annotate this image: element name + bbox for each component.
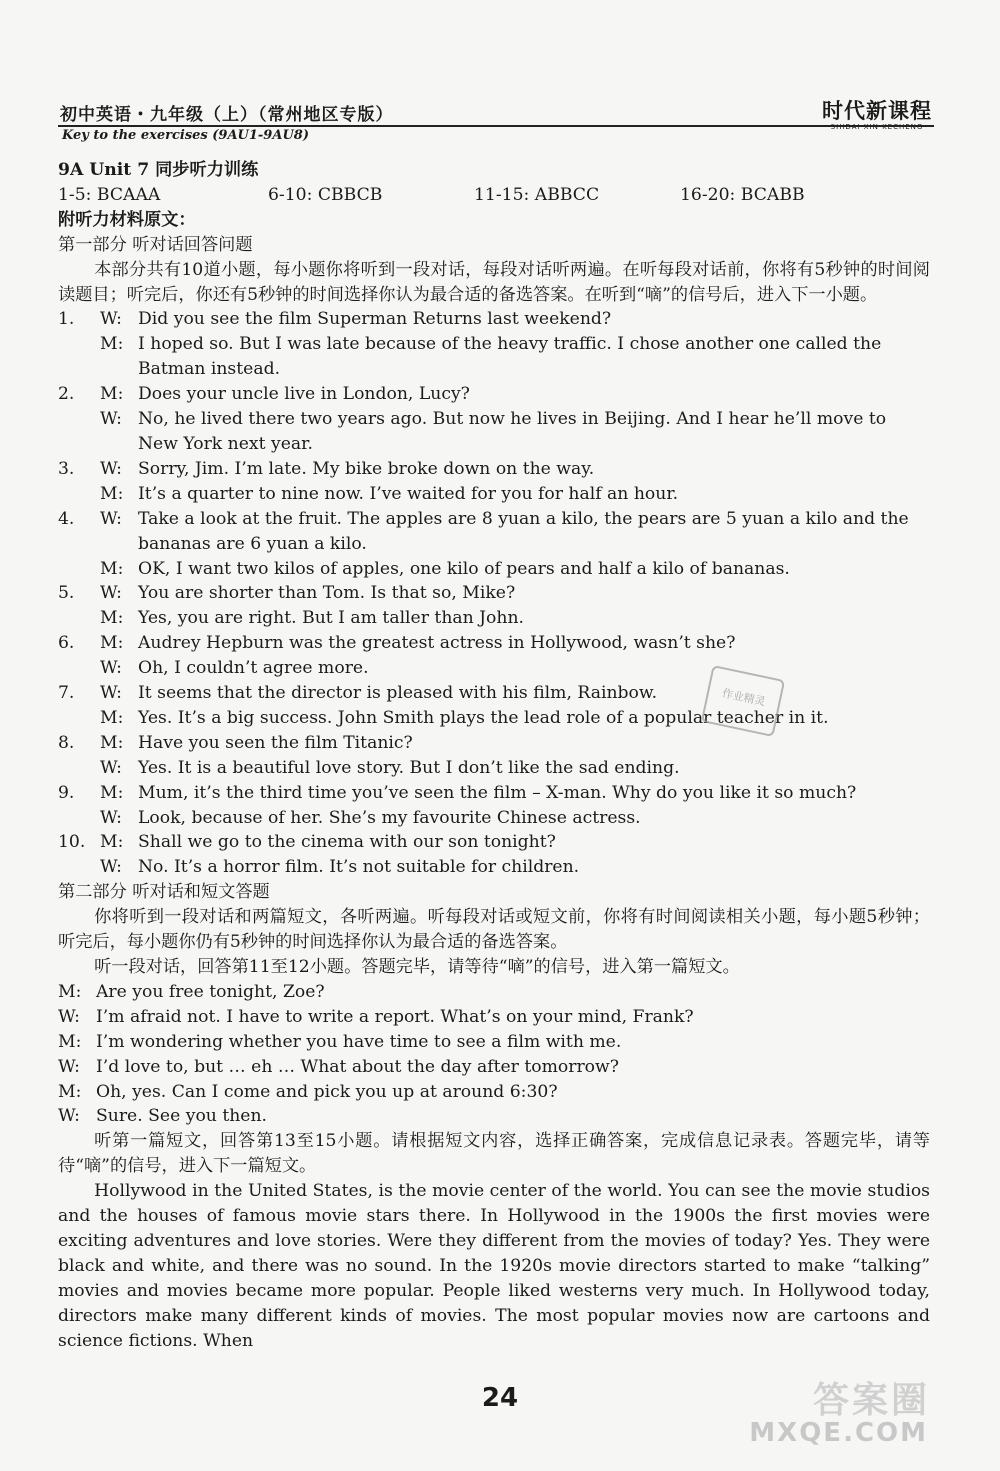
dialogue-text: Look, because of her. She’s my favourite Chinese actress. — [138, 807, 641, 828]
dialogue-text: Are you free tonight, Zoe? — [96, 981, 325, 1002]
speaker-label: W: — [100, 309, 122, 330]
answer-group: 6-10: CBBCB — [268, 184, 383, 205]
speaker-label: W: — [100, 583, 122, 604]
dialogue-text: Audrey Hepburn was the greatest actress in Hollywood, wasn’t she? — [138, 633, 736, 654]
watermark-logo: 答案圈 — [812, 1379, 930, 1421]
dialogue-text: Shall we go to the cinema with our son tonight? — [138, 832, 556, 853]
dialogue-line — [58, 307, 930, 332]
dialogue-number — [58, 557, 100, 582]
dialogue-number — [58, 332, 100, 382]
dialogue-text: I hoped so. But I was late because of the heavy traffic. I chose another one called the Batman instead. — [138, 334, 882, 380]
speaker-label: W: — [100, 658, 122, 679]
answer-group: 1-5: BCAAA — [58, 184, 161, 205]
speaker-label: M: — [100, 483, 124, 504]
speaker-label: M: — [100, 334, 124, 355]
answer-key — [58, 183, 930, 208]
dialogue-number: 8. — [58, 732, 75, 753]
part2-intro: 你将听到一段对话和两篇短文，各听两遍。听每段对话或短文前，你将有时间阅读相关小题，每小题5秒钟；听完后，每小题你仍有5秒钟的时间选择你认为最合适的备选答案。 — [58, 907, 930, 953]
dialogue-text: No. It’s a horror film. It’s not suitable for children. — [138, 857, 580, 878]
speaker-label: W: — [100, 683, 122, 704]
dialogue-text: Yes, you are right. But I am taller than John. — [138, 608, 525, 629]
dialogue-text: I’m afraid not. I have to write a report. What’s on your mind, Frank? — [96, 1006, 694, 1027]
dialogue-text: You are shorter than Tom. Is that so, Mike? — [138, 583, 516, 604]
speaker-label: W: — [100, 807, 122, 828]
speaker-label: W: — [100, 409, 122, 430]
dialogue-line — [58, 606, 930, 631]
conversation-line — [58, 1030, 930, 1055]
speaker-label: W: — [58, 1106, 80, 1127]
speaker-label: M: — [100, 558, 124, 579]
dialogue-text: I’m wondering whether you have time to see a film with me. — [96, 1031, 622, 1052]
dialogue-text: Sorry, Jim. I’m late. My bike broke down on the way. — [138, 458, 595, 479]
dialogue-list — [58, 307, 930, 880]
speaker-label: M: — [58, 1031, 82, 1052]
book-title: 初中英语・九年级（上）（常州地区专版） — [60, 105, 394, 125]
dialogue-text: Sure. See you then. — [96, 1106, 268, 1127]
conversation — [58, 980, 930, 1129]
dialogue-line — [58, 482, 930, 507]
part2-heading: 第二部分 听对话和短文答题 — [58, 882, 270, 903]
dialogue-text: Does your uncle live in London, Lucy? — [138, 384, 470, 405]
dialogue-number — [58, 656, 100, 681]
dialogue-text: Have you seen the film Titanic? — [138, 732, 413, 753]
dialogue-line — [58, 631, 930, 656]
speaker-label: W: — [100, 458, 122, 479]
dialogue-text: OK, I want two kilos of apples, one kilo of pears and half a kilo of bananas. — [138, 558, 790, 579]
dialogue-line — [58, 830, 930, 855]
header-rule — [58, 125, 934, 127]
section-title: 9A Unit 7 同步听力训练 — [58, 160, 259, 180]
part1-heading: 第一部分 听对话回答问题 — [58, 234, 253, 255]
conversation-line — [58, 980, 930, 1005]
dialogue-line — [58, 332, 930, 382]
dialogue-line — [58, 382, 930, 407]
dialogue-text: It seems that the director is pleased with his film, Rainbow. — [138, 683, 658, 704]
dialogue-line — [58, 507, 930, 557]
passage-intro: 听第一篇短文，回答第13至15小题。请根据短文内容，选择正确答案，完成信息记录表。答题完毕，请等待“嘀”的信号，进入下一篇短文。 — [58, 1131, 930, 1177]
speaker-label: M: — [58, 1081, 82, 1102]
dialogue-number: 6. — [58, 633, 75, 654]
dialogue-text: Did you see the film Superman Returns last weekend? — [138, 309, 612, 330]
dialogue-text: I’d love to, but … eh … What about the day after tomorrow? — [96, 1056, 619, 1077]
dialogue-number — [58, 855, 100, 880]
dialogue-number — [58, 756, 100, 781]
speaker-label: W: — [58, 1006, 80, 1027]
dialogue-number: 5. — [58, 583, 75, 604]
dialogue-line — [58, 731, 930, 756]
speaker-label: M: — [100, 732, 124, 753]
conversation-line — [58, 1104, 930, 1129]
dialogue-text: No, he lived there two years ago. But now he lives in Beijing. And I hear he’ll move to New York next year. — [138, 409, 887, 454]
dialogue-line — [58, 581, 930, 606]
dialogue-text: Mum, it’s the third time you’ve seen the film – X-man. Why do you like it so much? — [138, 782, 857, 803]
speaker-label: W: — [100, 508, 122, 529]
dialogue-number: 4. — [58, 508, 75, 529]
speaker-label: M: — [100, 608, 124, 629]
dialogue-number: 3. — [58, 458, 75, 479]
dialogue-number — [58, 482, 100, 507]
page-number: 24 — [481, 1383, 519, 1413]
speaker-label: W: — [58, 1056, 80, 1077]
dialogue-line — [58, 656, 930, 681]
dialogue-line — [58, 781, 930, 806]
brand-name: 时代新课程 — [822, 98, 932, 123]
conversation-line — [58, 1055, 930, 1080]
speaker-label: W: — [100, 757, 122, 778]
answer-group: 11-15: ABBCC — [474, 184, 600, 205]
header-subtitle: Key to the exercises (9AU1-9AU8) — [62, 128, 309, 143]
material-title: 附听力材料原文： — [58, 209, 196, 230]
dialogue-number — [58, 407, 100, 457]
dialogue-text: Take a look at the fruit. The apples are 8 yuan a kilo, the pears are 5 yuan a kilo and the bananas are 6 yuan a kilo. — [138, 508, 909, 554]
page-content — [58, 158, 930, 1354]
passage-text: Hollywood in the United States, is the movie center of the world. You can see the movie studios and the houses of famous movie stars there. In Hollywood in the 1900s the first movies were exciting adventures and love stories. Were they different from the movies of today? Yes. They were black and white, and there was no sound. In the 1920s movie directors started to make “talking” movies and movies became more popular. People liked westerns very much. In Hollywood today, directors make many different kinds of movies. The most popular movies now are cartoons and science fictions. When — [58, 1181, 930, 1351]
dialogue-number — [58, 706, 100, 731]
dialogue-line — [58, 407, 930, 457]
dialogue-number: 10. — [58, 832, 86, 853]
dialogue-number: 7. — [58, 683, 75, 704]
speaker-label: M: — [58, 981, 82, 1002]
dialogue-text: Yes. It’s a big success. John Smith plays the lead role of a popular teacher in it. — [138, 707, 829, 728]
speaker-label: M: — [100, 633, 124, 654]
dialogue-line — [58, 681, 930, 706]
dialogue-text: Oh, I couldn’t agree more. — [138, 658, 369, 679]
dialogue-line — [58, 855, 930, 880]
dialogue-text: It’s a quarter to nine now. I’ve waited for you for half an hour. — [138, 483, 679, 504]
brand-pinyin: SHIDAI XIN KECHENG — [830, 123, 924, 131]
stamp-text: 作业精灵 — [720, 686, 767, 709]
dialogue-text: Oh, yes. Can I come and pick you up at around 6:30? — [96, 1081, 558, 1102]
conversation-line — [58, 1080, 930, 1105]
dialogue-number: 2. — [58, 384, 75, 405]
speaker-label: M: — [100, 782, 124, 803]
dialogue-number: 9. — [58, 782, 75, 803]
speaker-label: M: — [100, 832, 124, 853]
dialogue-line — [58, 706, 930, 731]
dialogue-line — [58, 557, 930, 582]
speaker-label: M: — [100, 384, 124, 405]
dialogue-number — [58, 606, 100, 631]
dialogue-number — [58, 806, 100, 831]
dialog-intro: 听一段对话，回答第11至12小题。答题完毕，请等待“嘀”的信号，进入第一篇短文。 — [94, 957, 740, 977]
speaker-label: M: — [100, 707, 124, 728]
dialogue-text: Yes. It is a beautiful love story. But I don’t like the sad ending. — [138, 757, 680, 778]
speaker-label: W: — [100, 857, 122, 878]
dialogue-line — [58, 756, 930, 781]
dialogue-line — [58, 806, 930, 831]
dialogue-line — [58, 457, 930, 482]
conversation-line — [58, 1005, 930, 1030]
answer-group: 16-20: BCABB — [680, 184, 805, 205]
part1-intro: 本部分共有10道小题，每小题你将听到一段对话，每段对话听两遍。在听每段对话前，你将有5秒钟的时间阅读题目；听完后，你还有5秒钟的时间选择你认为最合适的备选答案。在听到“嘀”的信号后，进入下一小题。 — [58, 259, 930, 305]
watermark-text: MXQE.COM — [749, 1418, 928, 1448]
dialogue-number: 1. — [58, 309, 75, 330]
